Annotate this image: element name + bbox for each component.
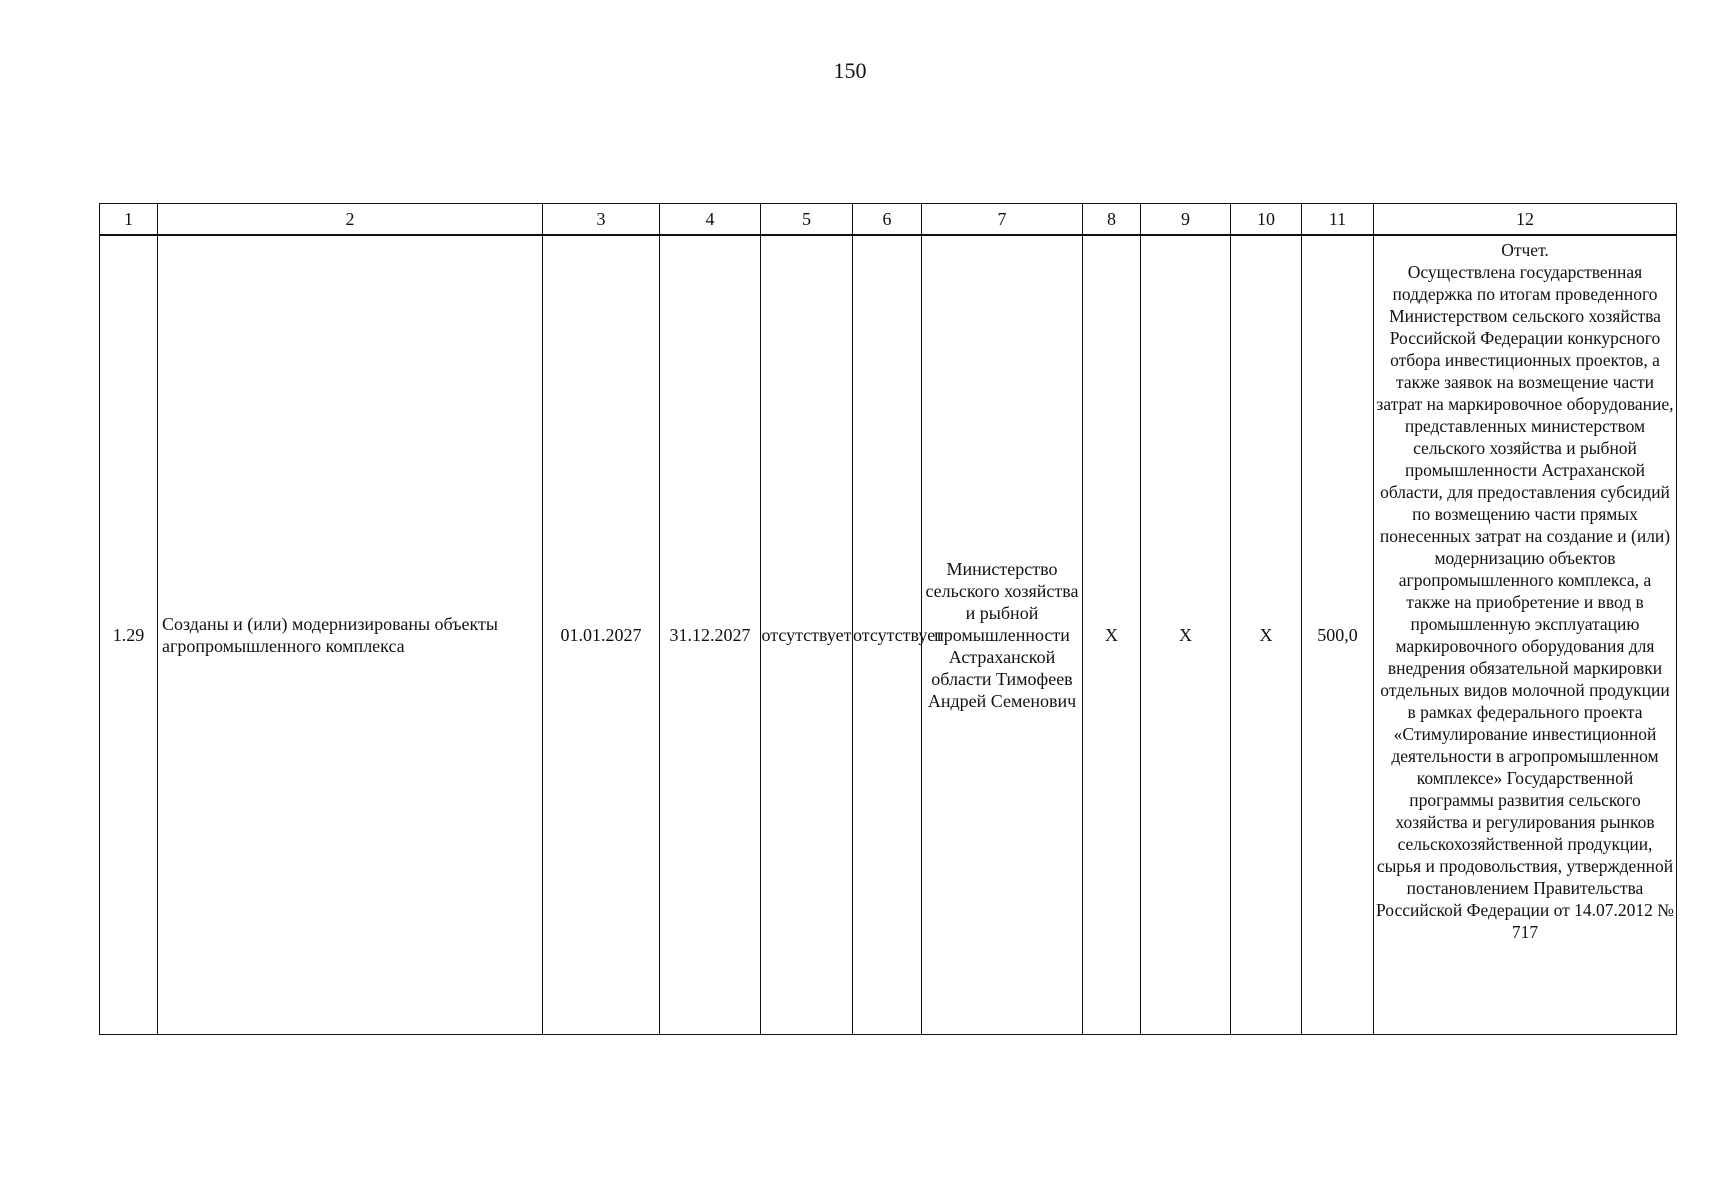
- row-description: Созданы и (или) модернизированы объекты агропромышленного комплекса: [158, 235, 543, 1035]
- report-text: Осуществлена государственная поддержка по итогам проведенного Министерством сельского хозяйства Российской Федерации конкурсного отбора инвестиционных проектов, а также заявок на возмещение части затрат на маркировочное оборудование, представленных министерством сельского хозяйства и рыбной промышленности Астраханской области, для предоставления субсидий по возмещению части прямых понесенных затрат на создание и (или) модернизацию объектов агропромышленного комплекса, а также на приобретение и ввод в промышленную эксплуатацию маркировочного оборудования для внедрения обязательной маркировки отдельных видов молочной продукции в рамках федерального проекта «Стимулирование инвестиционной деятельности в агропромышленном комплексе» Государственной программы развития сельского хозяйства и регулирования рынков сельскохозяйственной продукции, сырья и продовольствия, утвержденной постановлением Правительства Российской Федерации от 14.07.2012 № 717: [1376, 262, 1675, 942]
- row-start-date: 01.01.2027: [543, 235, 660, 1035]
- row-col-9: X: [1141, 235, 1231, 1035]
- header-col-5: 5: [761, 204, 853, 236]
- row-col-5: отсутствует: [761, 235, 853, 1035]
- row-report: [1374, 235, 1677, 1035]
- header-col-10: 10: [1231, 204, 1302, 236]
- header-col-11: 11: [1302, 204, 1374, 236]
- header-col-12: 12: [1374, 204, 1677, 236]
- header-col-1: 1: [100, 204, 158, 236]
- row-number: 1.29: [100, 235, 158, 1035]
- header-col-8: 8: [1083, 204, 1141, 236]
- report-title: Отчет.: [1501, 240, 1549, 260]
- header-col-3: 3: [543, 204, 660, 236]
- row-responsible: Министерство сельского хозяйства и рыбной промышленности Астраханской области Тимофеев Андрей Семенович: [922, 235, 1083, 1035]
- header-col-9: 9: [1141, 204, 1231, 236]
- row-amount: 500,0: [1302, 235, 1374, 1035]
- header-col-7: 7: [922, 204, 1083, 236]
- row-col-10: X: [1231, 235, 1302, 1035]
- row-end-date: 31.12.2027: [660, 235, 761, 1035]
- row-col-6: отсутствует: [853, 235, 922, 1035]
- table-row: [100, 235, 1677, 1035]
- row-col-8: X: [1083, 235, 1141, 1035]
- report-table: [99, 203, 1677, 1035]
- header-col-6: 6: [853, 204, 922, 236]
- page-number: 150: [833, 58, 867, 83]
- header-col-4: 4: [660, 204, 761, 236]
- header-col-2: 2: [158, 204, 543, 236]
- header-row: [100, 204, 1677, 236]
